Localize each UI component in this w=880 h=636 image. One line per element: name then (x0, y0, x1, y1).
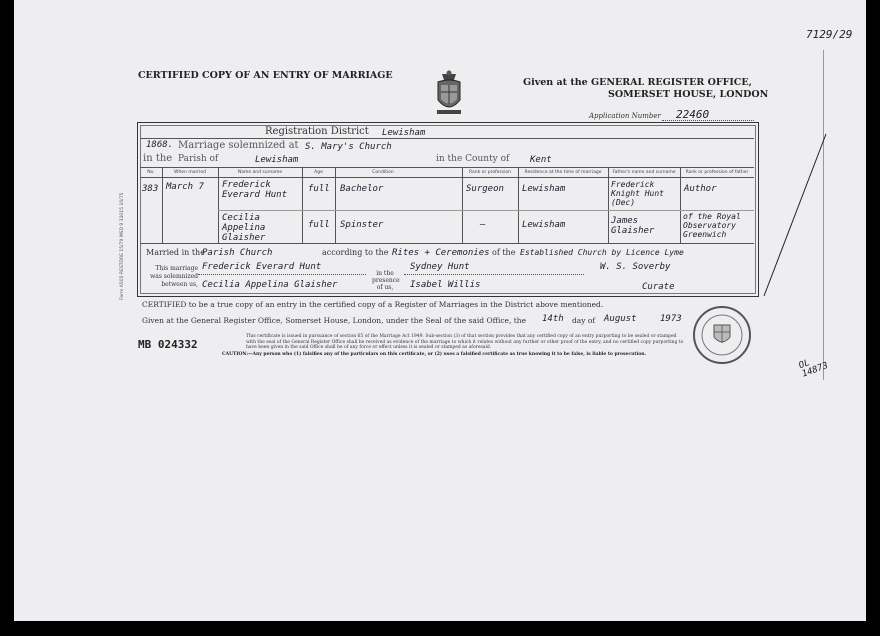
solemnized-between-label: This marriage was solemnized between us, (150, 265, 198, 288)
given-month: August (604, 314, 637, 324)
diagonal-pen-stroke (760, 130, 830, 300)
officiant-signature: W. S. Soverby (600, 262, 671, 272)
county-value: Kent (530, 155, 552, 165)
married-in-label: Married in the (146, 248, 205, 257)
entry-date: March 7 (166, 182, 204, 192)
caution-notice: CAUTION:—Any person who (1) falsifies any of the particulars on this certificate, or (2) uses a falsified certificate as true knowing it to be false, is liable to prosecution. (222, 352, 647, 357)
office-line-1: Given at the GENERAL REGISTER OFFICE, (523, 77, 752, 88)
rites: Rites + Ceremonies (392, 248, 490, 258)
groom-name: Frederick Everard Hunt (222, 180, 288, 200)
groom-residence: Lewisham (522, 184, 566, 194)
bride-condition: Spinster (340, 220, 384, 230)
marriage-year: 1868. (146, 140, 174, 150)
col-name: Name and surname (237, 170, 283, 175)
signature-groom: Frederick Everard Hunt (202, 262, 322, 272)
application-label: Application Number (589, 112, 661, 120)
col-no: No. (147, 170, 155, 175)
witness-2: Isabel Willis (410, 280, 481, 290)
office-seal (692, 305, 752, 365)
bride-age: full (308, 220, 330, 230)
col-father-rank: Rank or profession of father (685, 170, 749, 175)
signature-bride: Cecilia Appelina Glaisher (202, 280, 338, 290)
groom-father: Frederick Knight Hunt (Dec) (611, 180, 664, 207)
church-denomination: Established Church by Licence Lyme (520, 248, 684, 257)
groom-age: full (308, 184, 330, 194)
officiant-title: Curate (642, 282, 675, 292)
groom-rank: Surgeon (466, 184, 504, 194)
groom-condition: Bachelor (340, 184, 384, 194)
district-label: Registration District (265, 126, 369, 137)
bride-father: James Glaisher (611, 216, 655, 236)
col-condition: Condition (372, 170, 394, 175)
corner-number: 7129/29 (806, 28, 853, 41)
given-statement: Given at the General Register Office, Somerset House, London, under the Seal of the said Office, the (142, 316, 527, 325)
royal-coat-of-arms (432, 70, 466, 120)
office-line-2: SOMERSET HOUSE, LONDON (608, 89, 769, 100)
given-year: 1973 (660, 314, 682, 324)
bride-father-rank: of the Royal Observatory Greenwich (683, 212, 741, 239)
church-name: S. Mary's Church (305, 142, 392, 152)
bride-rank: — (480, 220, 486, 230)
handwritten-note: OL 14873 (797, 358, 830, 380)
groom-father-rank: Author (684, 184, 717, 194)
solemnized-label: Marriage solemnized at (178, 140, 299, 151)
document-title: CERTIFIED COPY OF AN ENTRY OF MARRIAGE (138, 70, 393, 81)
county-label: in the County of (436, 154, 510, 164)
certified-statement: CERTIFIED to be a true copy of an entry in the certified copy of a Register of Marriages in the District above mentioned. (142, 300, 604, 309)
presence-label: in the presence of us, (372, 270, 400, 291)
col-when: When married (174, 170, 206, 175)
form-reference: Form A505 RESTORE 15/79 MSD 9 31015 10/75 (120, 192, 125, 300)
parish-value: Lewisham (255, 155, 299, 165)
col-father: Father's name and surname (612, 170, 676, 175)
entry-number: 383 (142, 184, 159, 194)
application-number: 22460 (676, 108, 710, 121)
district-value: Lewisham (382, 128, 426, 138)
col-age: Age (314, 170, 323, 175)
serial-number: MB 024332 (138, 338, 198, 351)
witness-1: Sydney Hunt (410, 262, 470, 272)
bride-name: Cecilia Appelina Glaisher (222, 213, 266, 243)
legal-notice: This certificate is issued in pursuance of section 65 of the Marriage Act 1949. Sub-section (3) of that section provides that any certified copy of an entry purporting to be sealed or stamped with the seal of the General Register Office shall be received as evidence of the marriage to which it relates without any further or other proof of the entry, and no certified copy purporting to have been given in the said Office shall be of any force or effect unless it is sealed or stamped as aforesaid. (246, 334, 684, 350)
parish-label: Parish of (178, 154, 219, 164)
given-day: 14th (542, 314, 564, 324)
bride-residence: Lewisham (522, 220, 566, 230)
col-residence: Residence at the time of marriage (524, 170, 602, 175)
married-place: Parish Church (202, 248, 273, 258)
col-rank: Rank or profession (469, 170, 511, 175)
